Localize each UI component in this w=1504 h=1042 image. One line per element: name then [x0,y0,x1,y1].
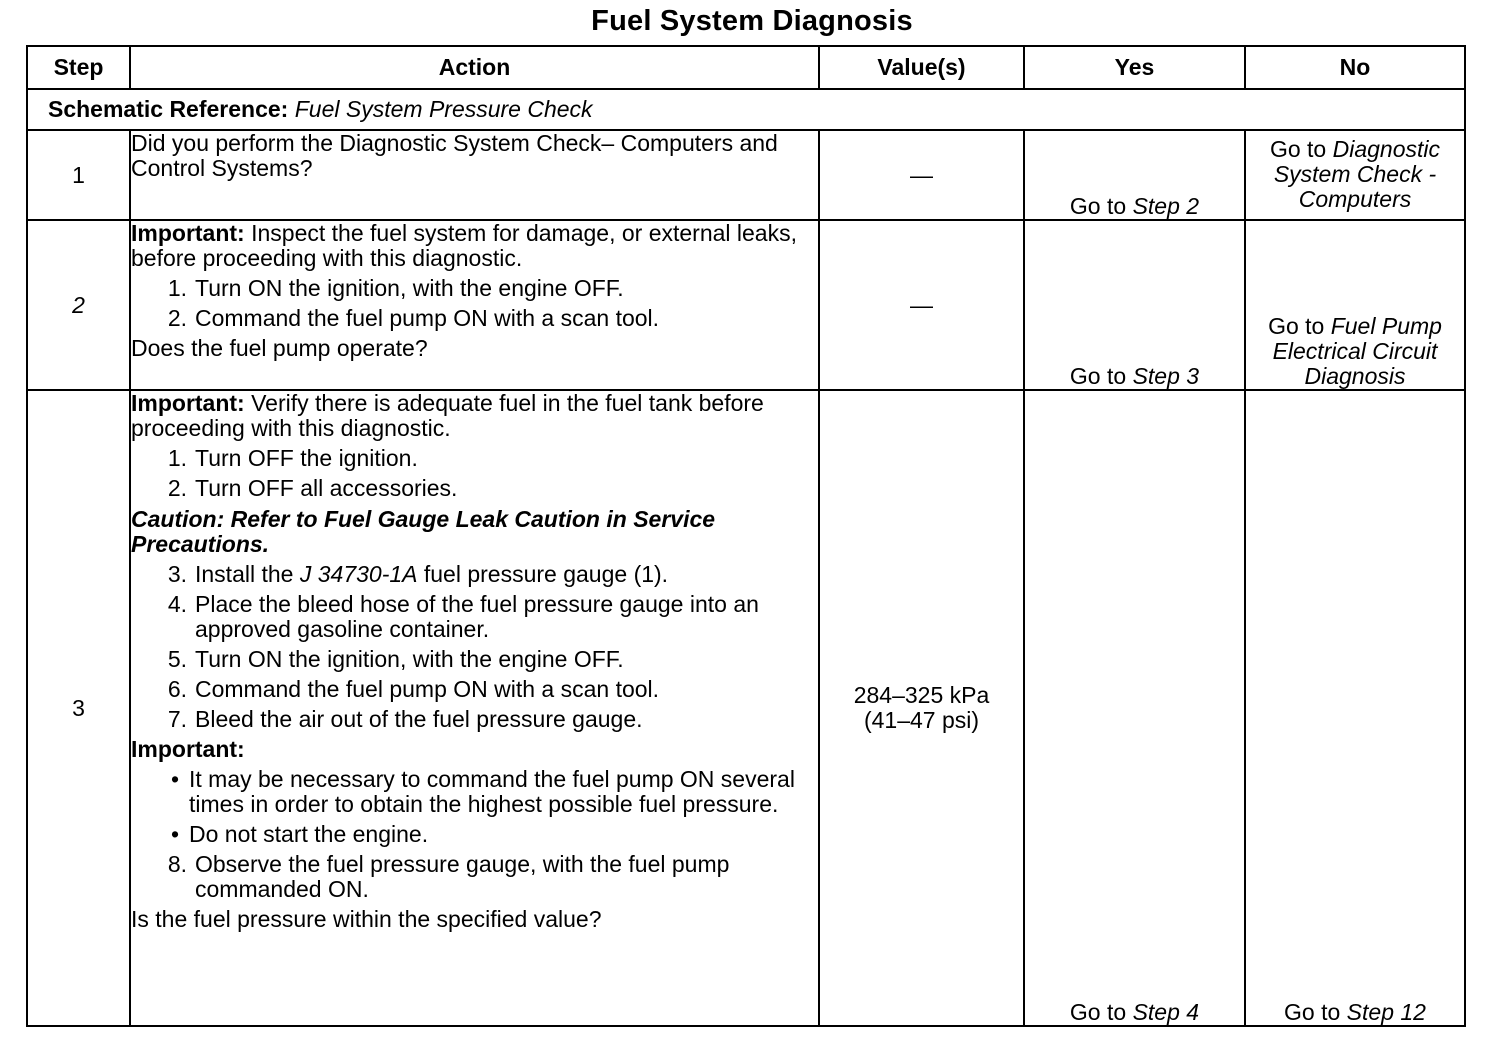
list-item [131,677,818,702]
bullet-text: It may be necessary to command the fuel pump ON several times in order to obtain the highest possible fuel pressure. [189,766,795,817]
no-prefix: Go to [1269,136,1333,162]
list-item [131,562,818,587]
value-kpa: 284–325 kPa [853,682,990,708]
tool-number: J 34730-1A [299,561,418,587]
important-note [131,221,818,271]
no-prefix: Go to [1268,313,1331,339]
yes-cell [1024,220,1245,390]
no-link[interactable]: Step 12 [1346,999,1426,1025]
list-text: Turn ON the ignition, with the engine OFF. [195,275,624,301]
schematic-label: Schematic Reference: [48,96,289,122]
table-row [27,220,1465,390]
header-action: Action [130,46,819,89]
yes-cell [1024,390,1245,1026]
list-number: 4. [167,591,187,617]
step-number: 2 [27,220,130,390]
list-item [131,707,818,732]
list-item [131,446,818,471]
bullet-icon: • [170,766,179,792]
list-number: 8. [167,851,187,877]
bullet-icon: • [170,821,179,847]
value-cell: — [819,220,1024,390]
step-number: 3 [27,390,130,1026]
value-cell [819,390,1024,1026]
list-number: 2. [167,305,187,331]
list-number: 7. [167,706,187,732]
list-text: Turn OFF all accessories. [195,475,458,501]
list-text: Command the fuel pump ON with a scan tool. [195,676,660,702]
value-psi: (41–47 psi) [863,707,980,733]
important-label: Important: [131,390,245,416]
no-cell [1245,220,1465,390]
caution-note: Caution: Refer to Fuel Gauge Leak Caution in Service Precautions. [131,506,716,557]
list-item [131,476,818,501]
diagnostic-table [26,45,1466,1027]
action-cell [130,390,819,1026]
important-text: Inspect the fuel system for damage, or external leaks, before proceeding with this diagnostic. [131,220,797,271]
list-item [131,647,818,672]
question-text: Did you perform the Diagnostic System Check– Computers and Control Systems? [131,130,778,181]
schematic-reference-row [27,89,1465,130]
question-text: Is the fuel pressure within the specified value? [131,906,602,932]
step3-pre: Install the [195,561,300,587]
yes-link[interactable]: Step 4 [1132,999,1200,1025]
list-number: 1. [167,275,187,301]
header-row [27,46,1465,89]
list-item [131,592,818,642]
no-cell [1245,390,1465,1026]
list-text: Bleed the air out of the fuel pressure gauge. [195,706,643,732]
table-row [27,130,1465,220]
header-yes: Yes [1024,46,1245,89]
list-text: Turn ON the ignition, with the engine OFF. [195,646,624,672]
question-text: Does the fuel pump operate? [131,335,428,361]
yes-link[interactable]: Step 2 [1132,193,1200,219]
list-number: 5. [167,646,187,672]
step-number: 1 [27,130,130,220]
header-no: No [1245,46,1465,89]
list-item [131,852,818,902]
important-label: Important: [131,736,245,762]
action-cell [130,220,819,390]
list-number: 3. [167,561,187,587]
bullet-item [131,767,818,817]
yes-prefix: Go to [1069,193,1133,219]
yes-prefix: Go to [1069,999,1133,1025]
important-note [131,391,818,441]
schematic-reference [27,89,1465,130]
list-text: Place the bleed hose of the fuel pressure gauge into an approved gasoline container. [195,591,759,642]
header-step: Step [27,46,130,89]
no-link[interactable]: Diagnostic System Check - Computers [1273,136,1441,212]
action-cell [130,130,819,220]
important-label: Important: [131,220,245,246]
list-item [131,306,818,331]
list-text: Command the fuel pump ON with a scan tool. [195,305,660,331]
step3-post: fuel pressure gauge (1). [417,561,669,587]
value-cell: — [819,130,1024,220]
list-text: Observe the fuel pressure gauge, with the fuel pump commanded ON. [195,851,730,902]
no-prefix: Go to [1284,999,1347,1025]
no-link[interactable]: Fuel Pump Electrical Circuit Diagnosis [1272,313,1442,389]
bullet-item [131,822,818,847]
page-title: Fuel System Diagnosis [591,5,913,37]
list-text [195,562,818,587]
yes-link[interactable]: Step 3 [1132,363,1200,389]
header-values: Value(s) [819,46,1024,89]
schematic-value: Fuel System Pressure Check [294,96,593,122]
important-text: Verify there is adequate fuel in the fuel tank before proceeding with this diagnostic. [131,390,764,441]
list-number: 1. [167,445,187,471]
yes-prefix: Go to [1069,363,1133,389]
no-cell [1245,130,1465,220]
list-number: 6. [167,676,187,702]
yes-cell [1024,130,1245,220]
list-item [131,276,818,301]
table-row [27,390,1465,1026]
list-text: Turn OFF the ignition. [195,445,418,471]
bullet-text: Do not start the engine. [189,821,429,847]
list-number: 2. [167,475,187,501]
